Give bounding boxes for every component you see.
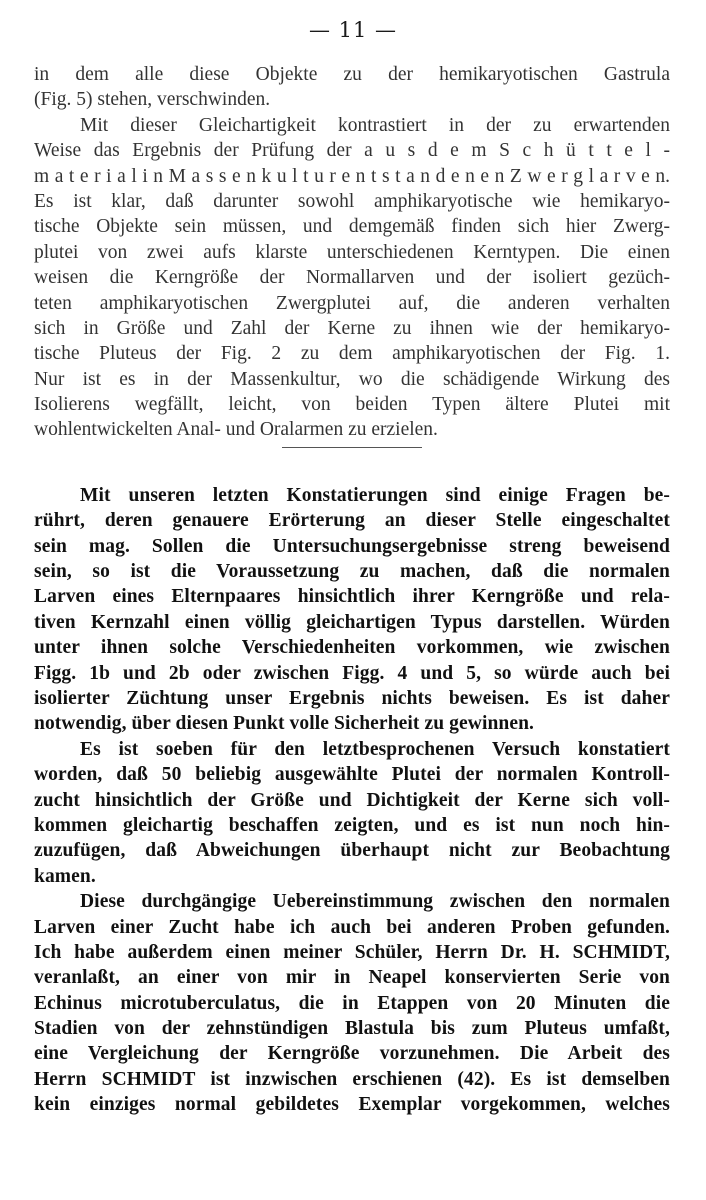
text-line: Echinus microtuberculatus, die in Etappen von 20 Minuten die bbox=[34, 992, 670, 1014]
text-line: isolierter Züchtung unser Ergebnis nichts beweisen. Es ist daher bbox=[34, 687, 670, 709]
text-line: in dem alle diese Objekte zu der hemikaryotischen Gastrula bbox=[34, 64, 670, 85]
text-line: Herrn SCHMIDT ist inzwischen erschienen (42). Es ist demselben bbox=[34, 1068, 670, 1090]
text-line: rührt, deren genauere Erörterung an dieser Stelle eingeschaltet bbox=[34, 510, 670, 532]
text-line: Ich habe außerdem einen meiner Schüler, Herrn Dr. H. SCHMIDT, bbox=[34, 941, 670, 963]
text-line: Es ist soeben für den letztbesprochenen Versuch konstatiert bbox=[80, 738, 670, 760]
text-line: notwendig, über diesen Punkt volle Sicherheit zu gewinnen. bbox=[34, 713, 535, 735]
divider-rule bbox=[282, 447, 422, 448]
text-line: sich in Größe und Zahl der Kerne zu ihnen wie der hemikaryo- bbox=[34, 317, 670, 339]
page-number: — 11 — bbox=[308, 18, 398, 42]
text-line: Isolierens wegfällt, leicht, von beiden Typen ältere Plutei mit bbox=[34, 394, 670, 416]
text-line: teten amphikaryotischen Zwergplutei auf, die anderen verhalten bbox=[34, 292, 670, 314]
text-line: unter ihnen solche Verschiedenheiten vorkommen, wie zwischen bbox=[34, 637, 670, 659]
text-line: worden, daß 50 beliebig ausgewählte Plutei der normalen Kontroll- bbox=[34, 764, 670, 786]
section-divider bbox=[34, 443, 670, 473]
text-line: veranlaßt, an einer von mir in Neapel konservierten Serie von bbox=[34, 967, 670, 989]
text-line: sein, so ist die Voraussetzung zu machen, daß die normalen bbox=[34, 561, 670, 583]
text-line: Figg. 1b und 2b oder zwischen Figg. 4 und 5, so würde auch bei bbox=[34, 662, 670, 684]
text-line: plutei von zwei aufs klarste unterschiedenen Kerntypen. Die einen bbox=[34, 241, 670, 263]
text-line: Weise das Ergebnis der Prüfung der a u s d e m S c h ü t t e l - bbox=[34, 140, 670, 162]
text-line: kommen gleichartig beschaffen zeigten, und es ist nun noch hin- bbox=[34, 814, 670, 836]
text-line: Es ist klar, daß darunter sowohl amphikaryotische wie hemikaryo- bbox=[34, 190, 670, 212]
text-line: weisen die Kerngröße der Normallarven und der isoliert gezüch- bbox=[34, 267, 670, 289]
text-line: tische Objekte sein müssen, und demgemäß finden sich hier Zwerg- bbox=[34, 216, 670, 238]
text-line: Larven einer Zucht habe ich auch bei anderen Proben gefunden. bbox=[34, 916, 670, 938]
text-line: Diese durchgängige Uebereinstimmung zwischen den normalen bbox=[80, 891, 670, 913]
text-line: tische Pluteus der Fig. 2 zu dem amphikaryotischen der Fig. 1. bbox=[34, 343, 670, 365]
text-line: wohlentwickelten Anal- und Oralarmen zu erzielen. bbox=[34, 419, 438, 441]
text-line: Nur ist es in der Massenkultur, wo die schädigende Wirkung des bbox=[34, 368, 670, 390]
text-line: (Fig. 5) stehen, verschwinden. bbox=[34, 89, 271, 111]
text-line: m a t e r i a l i n M a s s e n k u l t u r e n t s t a n d e n e n Z w e r g l a r v e n. bbox=[34, 165, 670, 187]
body-text bbox=[34, 62, 670, 1118]
text-line: zuzufügen, daß Abweichungen überhaupt nicht zur Beobachtung bbox=[34, 840, 670, 862]
text-line: Mit unseren letzten Konstatierungen sind einige Fragen be- bbox=[80, 484, 670, 506]
text-line: tiven Kernzahl einen völlig gleichartigen Typus darstellen. Würden bbox=[34, 611, 670, 633]
text-line: sein mag. Sollen die Untersuchungsergebnisse streng beweisend bbox=[34, 535, 670, 557]
text-line: Stadien von der zehnstündigen Blastula bis zum Pluteus umfaßt, bbox=[34, 1018, 670, 1040]
text-line: Larven eines Elternpaares hinsichtlich ihrer Kerngröße und rela- bbox=[34, 586, 670, 608]
text-line: kein einziges normal gebildetes Exemplar vorgekommen, welches bbox=[34, 1094, 670, 1116]
text-line: kamen. bbox=[34, 865, 96, 887]
section-lower-text bbox=[34, 483, 670, 1118]
text-line: zucht hinsichtlich der Größe und Dichtigkeit der Kerne sich voll- bbox=[34, 789, 670, 811]
text-line: eine Vergleichung der Kerngröße vorzunehmen. Die Arbeit des bbox=[34, 1043, 670, 1065]
section-upper-text bbox=[34, 62, 670, 443]
text-line: Mit dieser Gleichartigkeit kontrastiert in der zu erwartenden bbox=[80, 114, 670, 136]
